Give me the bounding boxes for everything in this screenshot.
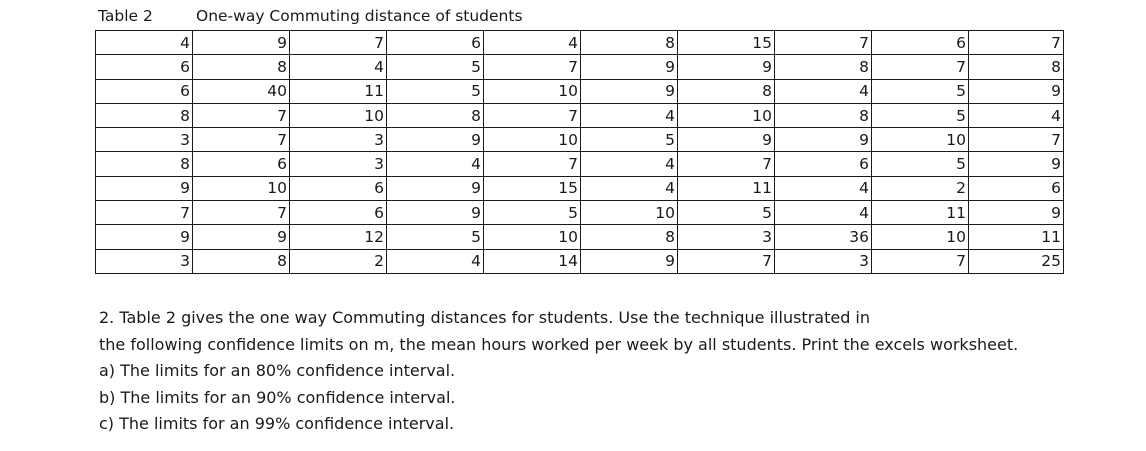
table-cell: 6 (290, 201, 387, 225)
table-cell: 4 (387, 249, 484, 273)
table-title: One-way Commuting distance of students (196, 7, 523, 25)
table-cell: 9 (581, 79, 678, 103)
table-cell: 9 (387, 201, 484, 225)
table-cell: 4 (96, 31, 193, 55)
table-cell: 10 (872, 128, 969, 152)
table-cell: 10 (484, 225, 581, 249)
table-cell: 3 (290, 128, 387, 152)
table-cell: 3 (96, 249, 193, 273)
commuting-distance-table (95, 30, 1064, 274)
table-cell: 11 (872, 201, 969, 225)
table-cell: 9 (775, 128, 872, 152)
table-cell: 11 (290, 79, 387, 103)
table-cell: 4 (581, 103, 678, 127)
table-cell: 7 (775, 31, 872, 55)
table-cell: 7 (872, 249, 969, 273)
table-row (96, 152, 1064, 176)
table-cell: 8 (96, 152, 193, 176)
question-part-c: c) The limits for an 99% confidence interval. (99, 414, 455, 433)
table-cell: 8 (193, 55, 290, 79)
table-cell: 10 (678, 103, 775, 127)
table-cell: 8 (678, 79, 775, 103)
question-line-2: the following confidence limits on m, the mean hours worked per week by all students. Print the excels worksheet. (99, 334, 1019, 354)
table-cell: 9 (387, 128, 484, 152)
table-row (96, 176, 1064, 200)
table-cell: 7 (484, 152, 581, 176)
table-cell: 5 (872, 103, 969, 127)
question-line-1: 2. Table 2 gives the one way Commuting distances for students. Use the technique illustrated in (99, 308, 871, 327)
table-cell: 10 (581, 201, 678, 225)
table-cell: 5 (387, 55, 484, 79)
table-cell: 12 (290, 225, 387, 249)
table-cell: 7 (678, 249, 775, 273)
table-cell: 4 (290, 55, 387, 79)
table-cell: 7 (484, 55, 581, 79)
table-row (96, 128, 1064, 152)
table-cell: 5 (581, 128, 678, 152)
table-cell: 3 (775, 249, 872, 273)
table-cell: 14 (484, 249, 581, 273)
table-cell: 4 (775, 176, 872, 200)
table-cell: 6 (872, 31, 969, 55)
table-cell: 5 (872, 79, 969, 103)
table-cell: 6 (290, 176, 387, 200)
table-cell: 4 (775, 201, 872, 225)
table-cell: 7 (484, 103, 581, 127)
table-cell: 8 (775, 103, 872, 127)
table-cell: 10 (484, 79, 581, 103)
table-cell: 7 (872, 55, 969, 79)
table-cell: 4 (775, 79, 872, 103)
table-cell: 3 (678, 225, 775, 249)
table-cell: 9 (969, 79, 1064, 103)
table-cell: 7 (678, 152, 775, 176)
table-cell: 9 (678, 128, 775, 152)
table-row (96, 201, 1064, 225)
table-row (96, 31, 1064, 55)
table-row (96, 103, 1064, 127)
table-cell: 9 (193, 31, 290, 55)
table-cell: 5 (872, 152, 969, 176)
table-cell: 8 (193, 249, 290, 273)
table-cell: 6 (387, 31, 484, 55)
table-cell: 4 (969, 103, 1064, 127)
table-cell: 15 (678, 31, 775, 55)
table-cell: 7 (193, 128, 290, 152)
table-cell: 8 (581, 31, 678, 55)
table-cell: 9 (678, 55, 775, 79)
table-cell: 5 (387, 79, 484, 103)
table-row (96, 249, 1064, 273)
table-cell: 2 (290, 249, 387, 273)
table-cell: 4 (581, 176, 678, 200)
table-cell: 8 (775, 55, 872, 79)
table-cell: 11 (969, 225, 1064, 249)
table-cell: 9 (193, 225, 290, 249)
table-cell: 2 (872, 176, 969, 200)
question-part-a: a) The limits for an 80% confidence interval. (99, 361, 456, 380)
table-cell: 5 (387, 225, 484, 249)
question-part-b: b) The limits for an 90% confidence interval. (99, 387, 456, 407)
table-cell: 5 (678, 201, 775, 225)
table-cell: 6 (96, 79, 193, 103)
table-row (96, 79, 1064, 103)
question-block (99, 305, 1018, 438)
table-row (96, 225, 1064, 249)
table-cell: 7 (193, 103, 290, 127)
table-cell: 36 (775, 225, 872, 249)
table-cell: 7 (969, 128, 1064, 152)
table-cell: 10 (290, 103, 387, 127)
table-cell: 7 (290, 31, 387, 55)
table-cell: 5 (484, 201, 581, 225)
table-cell: 8 (969, 55, 1064, 79)
table-cell: 7 (193, 201, 290, 225)
table-cell: 9 (969, 152, 1064, 176)
table-cell: 3 (290, 152, 387, 176)
table-cell: 9 (969, 201, 1064, 225)
table-cell: 11 (678, 176, 775, 200)
table-cell: 3 (96, 128, 193, 152)
table-cell: 10 (872, 225, 969, 249)
table-cell: 9 (581, 249, 678, 273)
table-cell: 4 (484, 31, 581, 55)
table-cell: 6 (775, 152, 872, 176)
table-row (96, 55, 1064, 79)
table-cell: 9 (96, 225, 193, 249)
table-cell: 6 (193, 152, 290, 176)
table-cell: 9 (96, 176, 193, 200)
table-cell: 6 (969, 176, 1064, 200)
table-body (96, 31, 1064, 274)
table-cell: 4 (581, 152, 678, 176)
table-cell: 25 (969, 249, 1064, 273)
table-cell: 10 (193, 176, 290, 200)
table-cell: 8 (96, 103, 193, 127)
table-caption (98, 6, 523, 26)
table-cell: 6 (96, 55, 193, 79)
table-cell: 15 (484, 176, 581, 200)
table-cell: 8 (387, 103, 484, 127)
table-label: Table 2 (98, 7, 153, 25)
table-cell: 10 (484, 128, 581, 152)
table-cell: 8 (581, 225, 678, 249)
table-cell: 9 (387, 176, 484, 200)
table-cell: 7 (96, 201, 193, 225)
table-cell: 7 (969, 31, 1064, 55)
table-cell: 4 (387, 152, 484, 176)
table-cell: 9 (581, 55, 678, 79)
table-cell: 40 (193, 79, 290, 103)
